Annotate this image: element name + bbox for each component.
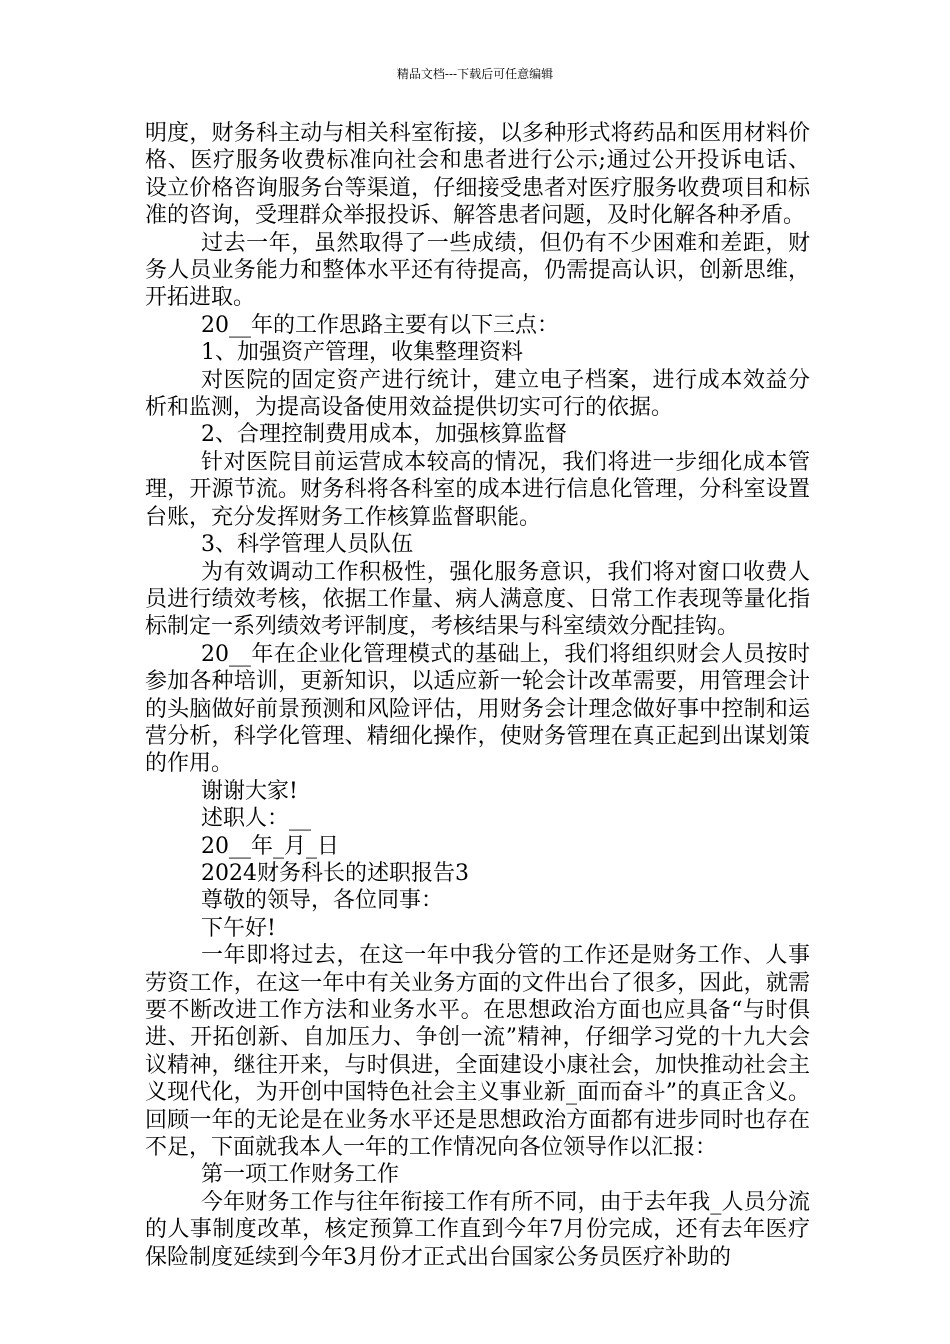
paragraph: 为有效调动工作积极性，强化服务意识，我们将对窗口收费人员进行绩效考核，依据工作量、病人满意度、日常工作表现等量化指标制定一系列绩效考评制度，考核结果与科室绩效分配挂钩。 — [145, 559, 810, 640]
signature-line: 述职人：__ — [201, 806, 312, 832]
greeting: 下午好! — [201, 915, 276, 941]
closing-thanks: 谢谢大家! — [201, 778, 298, 804]
section-heading: 1、加强资产管理，收集整理资料 — [201, 340, 523, 366]
paragraph: 一年即将过去，在这一年中我分管的工作还是财务工作、人事劳资工作，在这一年中有关业务方面的文件出台了很多，因此，就需要不断改进工作方法和业务水平。在思想政治方面也应具备“与时俱进、开拓创新、自加压力、争创一流”精神，仔细学习党的十九大会议精神，继往开来，与时俱进，全面建设小康社会，加快推动社会主义现代化，为开创中国特色社会主义事业新_面而奋斗”的真正含义。回顾一年的无论是在业务水平还是思想政治方面都有进步同时也存在不足，下面就我本人一年的工作情况向各位领导作以汇报： — [145, 943, 810, 1161]
section-heading: 2、合理控制费用成本，加强核算监督 — [201, 422, 567, 448]
paragraph: 过去一年，虽然取得了一些成绩，但仍有不少困难和差距，财务人员业务能力和整体水平还有待提高，仍需提高认识，创新思维，开拓进取。 — [145, 230, 810, 311]
salutation: 尊敬的领导，各位同事： — [201, 888, 444, 914]
section-heading: 第一项工作财务工作 — [201, 1162, 400, 1188]
paragraph: 针对医院目前运营成本较高的情况，我们将进一步细化成本管理，开源节流。财务科将各科室的成本进行信息化管理，分科室设置台账，充分发挥财务工作核算监督职能。 — [145, 449, 810, 530]
date-line: 20__年_月_日 — [201, 833, 339, 859]
document-body — [145, 120, 810, 1271]
section-heading: 3、科学管理人员队伍 — [201, 532, 413, 558]
paragraph: 今年财务工作与往年衔接工作有所不同，由于去年我_人员分流的人事制度改革，核定预算工作直到今年7月份完成，还有去年医疗保险制度延续到今年3月份才正式出台国家公务员医疗补助的 — [145, 1189, 810, 1270]
paragraph: 20__年的工作思路主要有以下三点： — [201, 312, 559, 338]
report-title: 2024财务科长的述职报告3 — [201, 860, 469, 886]
paragraph: 20__年在企业化管理模式的基础上，我们将组织财会人员按时参加各种培训，更新知识，以适应新一轮会计改革需要，用管理会计的头脑做好前景预测和风险评估，用财务会计理念做好事中控制和运营分析，科学化管理、精细化操作，使财务管理在真正起到出谋划策的作用。 — [145, 641, 810, 777]
page-header: 精品文档---下载后可任意编辑 — [396, 67, 554, 81]
paragraph: 明度，财务科主动与相关科室衔接，以多种形式将药品和医用材料价格、医疗服务收费标准向社会和患者进行公示;通过公开投诉电话、设立价格咨询服务台等渠道，仔细接受患者对医疗服务收费项目和标准的咨询，受理群众举报投诉、解答患者问题，及时化解各种矛盾。 — [145, 121, 810, 229]
paragraph: 对医院的固定资产进行统计，建立电子档案，进行成本效益分析和监测，为提高设备使用效益提供切实可行的依据。 — [145, 367, 810, 421]
